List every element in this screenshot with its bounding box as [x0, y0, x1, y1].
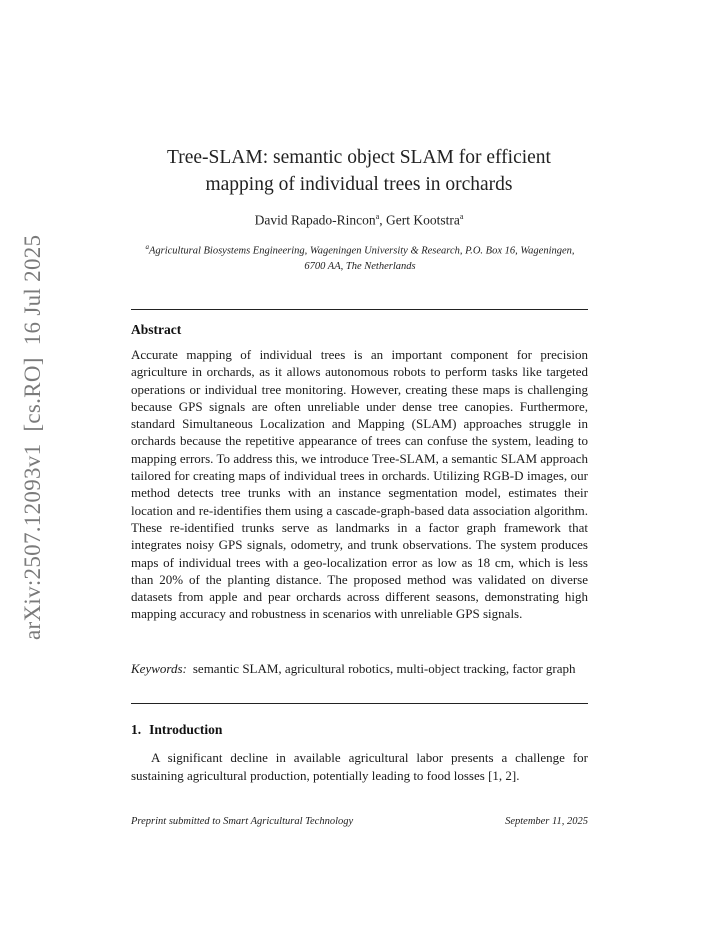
footer-date: September 11, 2025 — [505, 816, 588, 827]
title-line-2: mapping of individual trees in orchards — [205, 174, 513, 195]
arxiv-date: 16 Jul 2025 — [20, 234, 45, 346]
bottom-divider — [131, 703, 588, 704]
top-divider — [131, 309, 588, 310]
arxiv-category: [cs.RO] — [20, 357, 45, 432]
introduction-text: A significant decline in available agricultural labor presents a challenge for sustaining agricultural production, potentially leading to food losses [1, 2]. — [131, 750, 588, 783]
affiliation — [140, 240, 580, 274]
keywords-label: Keywords: — [131, 661, 187, 676]
paper-title — [130, 144, 588, 198]
author-affiliation-mark: a — [375, 212, 380, 221]
keywords — [131, 660, 588, 677]
abstract-text: Accurate mapping of individual trees is an important component for precision agriculture in orchards, as it allows autonomous robots to perform tasks like targeted operations or individual tree monitoring. However, creating these maps is challenging because GPS signals are often unreliable under dense tree canopies. Furthermore, standard Simultaneous Localization and Mapping (SLAM) approaches struggle in orchards because the repetitive appearance of trees can confuse the system, leading to mapping errors. To address this, we introduce Tree-SLAM, a semantic SLAM approach tailored for creating maps of individual trees in orchards. Utilizing RGB-D images, our method detects tree trunks with an instance segmentation model, estimates their location and re-identifies them using a cascade-graph-based data association algorithm. These re-identified trunks serve as landmarks in a factor graph framework that integrates noisy GPS signals, odometry, and trunk observations. The system produces maps of individual trees with a geo-localization error as low as 18 cm, which is less than 20% of the planting distance. The proposed method was validated on diverse datasets from apple and pear orchards across different seasons, demonstrating high mapping accuracy and robustness in scenarios with unreliable GPS signals. — [131, 347, 588, 622]
title-line-1: Tree-SLAM: semantic object SLAM for efficient — [167, 147, 551, 168]
section-title: Introduction — [149, 722, 223, 737]
arxiv-id: arXiv:2507.12093v1 — [20, 443, 45, 640]
affiliation-text: Agricultural Biosystems Engineering, Wageningen University & Research, P.O. Box 16, Wageningen, 6700 AA, The Netherlands — [148, 245, 575, 272]
affiliation-mark: a — [145, 243, 149, 251]
section-number: 1. — [131, 722, 142, 737]
author-list — [130, 212, 588, 229]
author-name: Gert Kootstra — [386, 212, 460, 228]
author-affiliation-mark: a — [459, 212, 464, 221]
arxiv-identifier-stamp — [14, 220, 52, 640]
footer-journal-note: Preprint submitted to Smart Agricultural Technology — [131, 816, 354, 827]
abstract-heading: Abstract — [131, 322, 182, 337]
author-name: David Rapado-Rincon — [254, 212, 376, 228]
author-separator: , — [379, 212, 386, 228]
keywords-text: semantic SLAM, agricultural robotics, multi-object tracking, factor graph — [192, 661, 576, 676]
section-heading-introduction — [131, 722, 222, 738]
